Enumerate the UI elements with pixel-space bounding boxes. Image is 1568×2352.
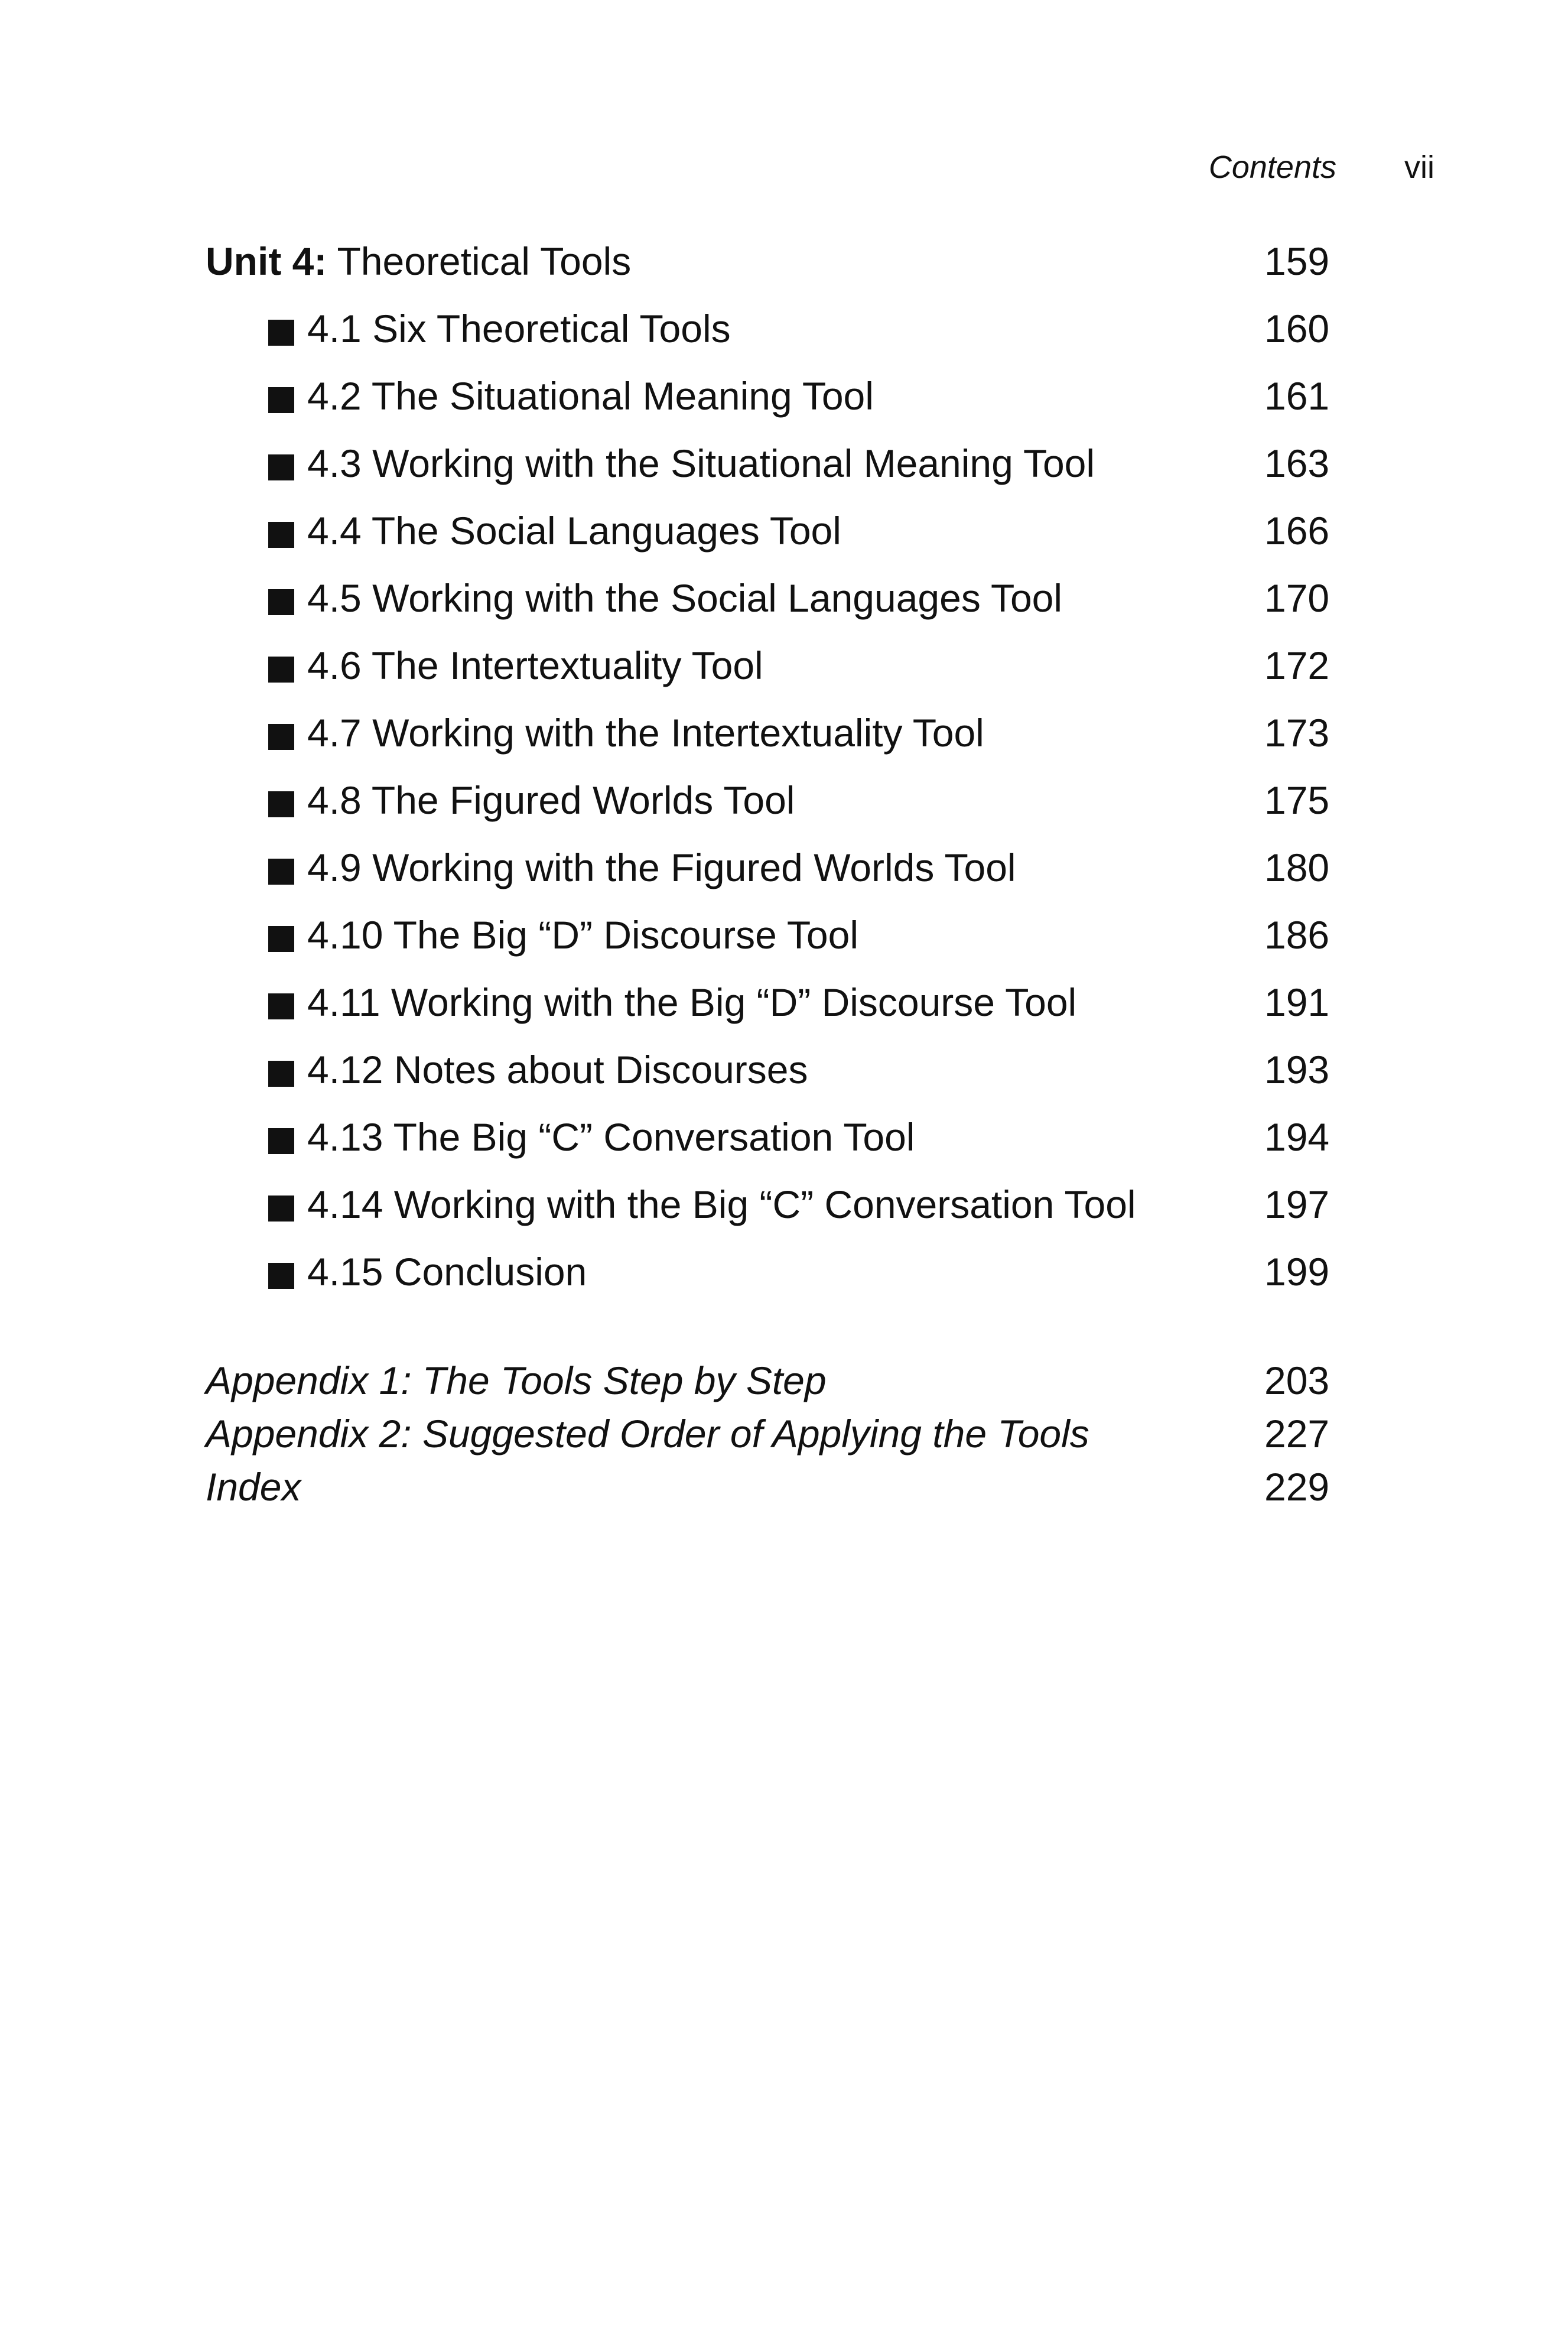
table-of-contents bbox=[206, 238, 1334, 1315]
unit-prefix: Unit 4: bbox=[206, 239, 327, 283]
toc-entry-page: 199 bbox=[1264, 1250, 1330, 1294]
toc-entry bbox=[206, 1046, 1334, 1113]
unit-title: Theoretical Tools bbox=[337, 239, 632, 283]
toc-entry-page: 166 bbox=[1264, 509, 1330, 553]
toc-entry-label: 4.7 Working with the Intertextuality Tool bbox=[307, 711, 984, 755]
toc-entry bbox=[206, 979, 1334, 1046]
page-number: vii bbox=[1404, 150, 1434, 185]
toc-entry-page: 186 bbox=[1264, 913, 1330, 957]
toc-entry bbox=[206, 844, 1334, 911]
square-bullet-icon bbox=[268, 454, 294, 480]
toc-entry-label: 4.15 Conclusion bbox=[307, 1250, 587, 1294]
running-head bbox=[1209, 147, 1434, 188]
square-bullet-icon bbox=[268, 859, 294, 885]
square-bullet-icon bbox=[268, 387, 294, 413]
toc-entry-page: 160 bbox=[1264, 307, 1330, 350]
toc-entry-page: 173 bbox=[1264, 711, 1330, 755]
toc-entry bbox=[206, 777, 1334, 844]
back-matter-list bbox=[206, 1357, 1334, 1516]
toc-entry bbox=[206, 911, 1334, 979]
square-bullet-icon bbox=[268, 320, 294, 346]
back-matter-page: 229 bbox=[1264, 1465, 1330, 1509]
back-matter-page: 203 bbox=[1264, 1359, 1330, 1402]
square-bullet-icon bbox=[268, 724, 294, 750]
toc-entry bbox=[206, 372, 1334, 440]
toc-entry-label: 4.2 The Situational Meaning Tool bbox=[307, 374, 874, 418]
unit-page: 159 bbox=[1264, 239, 1330, 283]
square-bullet-icon bbox=[268, 993, 294, 1019]
toc-entry-page: 161 bbox=[1264, 374, 1330, 418]
toc-entry-page: 197 bbox=[1264, 1183, 1330, 1226]
back-matter-entry bbox=[206, 1357, 1334, 1410]
square-bullet-icon bbox=[268, 791, 294, 817]
toc-entry bbox=[206, 574, 1334, 642]
toc-entry bbox=[206, 507, 1334, 574]
toc-entry-label: 4.5 Working with the Social Languages Tool bbox=[307, 576, 1063, 620]
toc-entry bbox=[206, 440, 1334, 507]
back-matter-label: Appendix 2: Suggested Order of Applying the Tools bbox=[206, 1412, 1089, 1456]
square-bullet-icon bbox=[268, 1061, 294, 1087]
toc-entry-label: 4.3 Working with the Situational Meaning Tool bbox=[307, 441, 1095, 485]
toc-entry bbox=[206, 709, 1334, 777]
square-bullet-icon bbox=[268, 1196, 294, 1222]
toc-entry-label: 4.10 The Big “D” Discourse Tool bbox=[307, 913, 858, 957]
toc-entry bbox=[206, 305, 1334, 372]
unit-heading bbox=[206, 238, 1334, 305]
toc-entry-label: 4.12 Notes about Discourses bbox=[307, 1048, 808, 1091]
toc-entry bbox=[206, 1248, 1334, 1315]
toc-entry-label: 4.6 The Intertextuality Tool bbox=[307, 644, 763, 687]
toc-entry-page: 172 bbox=[1264, 644, 1330, 687]
toc-entry-page: 175 bbox=[1264, 778, 1330, 822]
toc-entry-label: 4.1 Six Theoretical Tools bbox=[307, 307, 731, 350]
square-bullet-icon bbox=[268, 522, 294, 548]
toc-entry-label: 4.11 Working with the Big “D” Discourse Tool bbox=[307, 980, 1077, 1024]
toc-entry-label: 4.13 The Big “C” Conversation Tool bbox=[307, 1115, 915, 1159]
toc-entry bbox=[206, 1181, 1334, 1248]
toc-entry-label: 4.8 The Figured Worlds Tool bbox=[307, 778, 795, 822]
square-bullet-icon bbox=[268, 1263, 294, 1289]
square-bullet-icon bbox=[268, 1128, 294, 1154]
back-matter-entry bbox=[206, 1463, 1334, 1516]
toc-entry-page: 170 bbox=[1264, 576, 1330, 620]
back-matter-label: Appendix 1: The Tools Step by Step bbox=[206, 1359, 827, 1402]
unit-label bbox=[206, 238, 631, 285]
toc-entry-page: 191 bbox=[1264, 980, 1330, 1024]
toc-entry-page: 194 bbox=[1264, 1115, 1330, 1159]
toc-entry-label: 4.9 Working with the Figured Worlds Tool bbox=[307, 846, 1016, 889]
toc-entry-page: 163 bbox=[1264, 441, 1330, 485]
toc-entry-page: 180 bbox=[1264, 846, 1330, 889]
square-bullet-icon bbox=[268, 926, 294, 952]
toc-entry-label: 4.14 Working with the Big “C” Conversation Tool bbox=[307, 1183, 1136, 1226]
back-matter-label: Index bbox=[206, 1465, 301, 1509]
square-bullet-icon bbox=[268, 589, 294, 615]
back-matter-page: 227 bbox=[1264, 1412, 1330, 1456]
toc-entry bbox=[206, 642, 1334, 709]
square-bullet-icon bbox=[268, 657, 294, 683]
toc-entry bbox=[206, 1113, 1334, 1181]
back-matter-entry bbox=[206, 1410, 1334, 1463]
toc-entry-page: 193 bbox=[1264, 1048, 1330, 1091]
toc-entry-label: 4.4 The Social Languages Tool bbox=[307, 509, 841, 553]
running-head-title: Contents bbox=[1208, 150, 1336, 185]
